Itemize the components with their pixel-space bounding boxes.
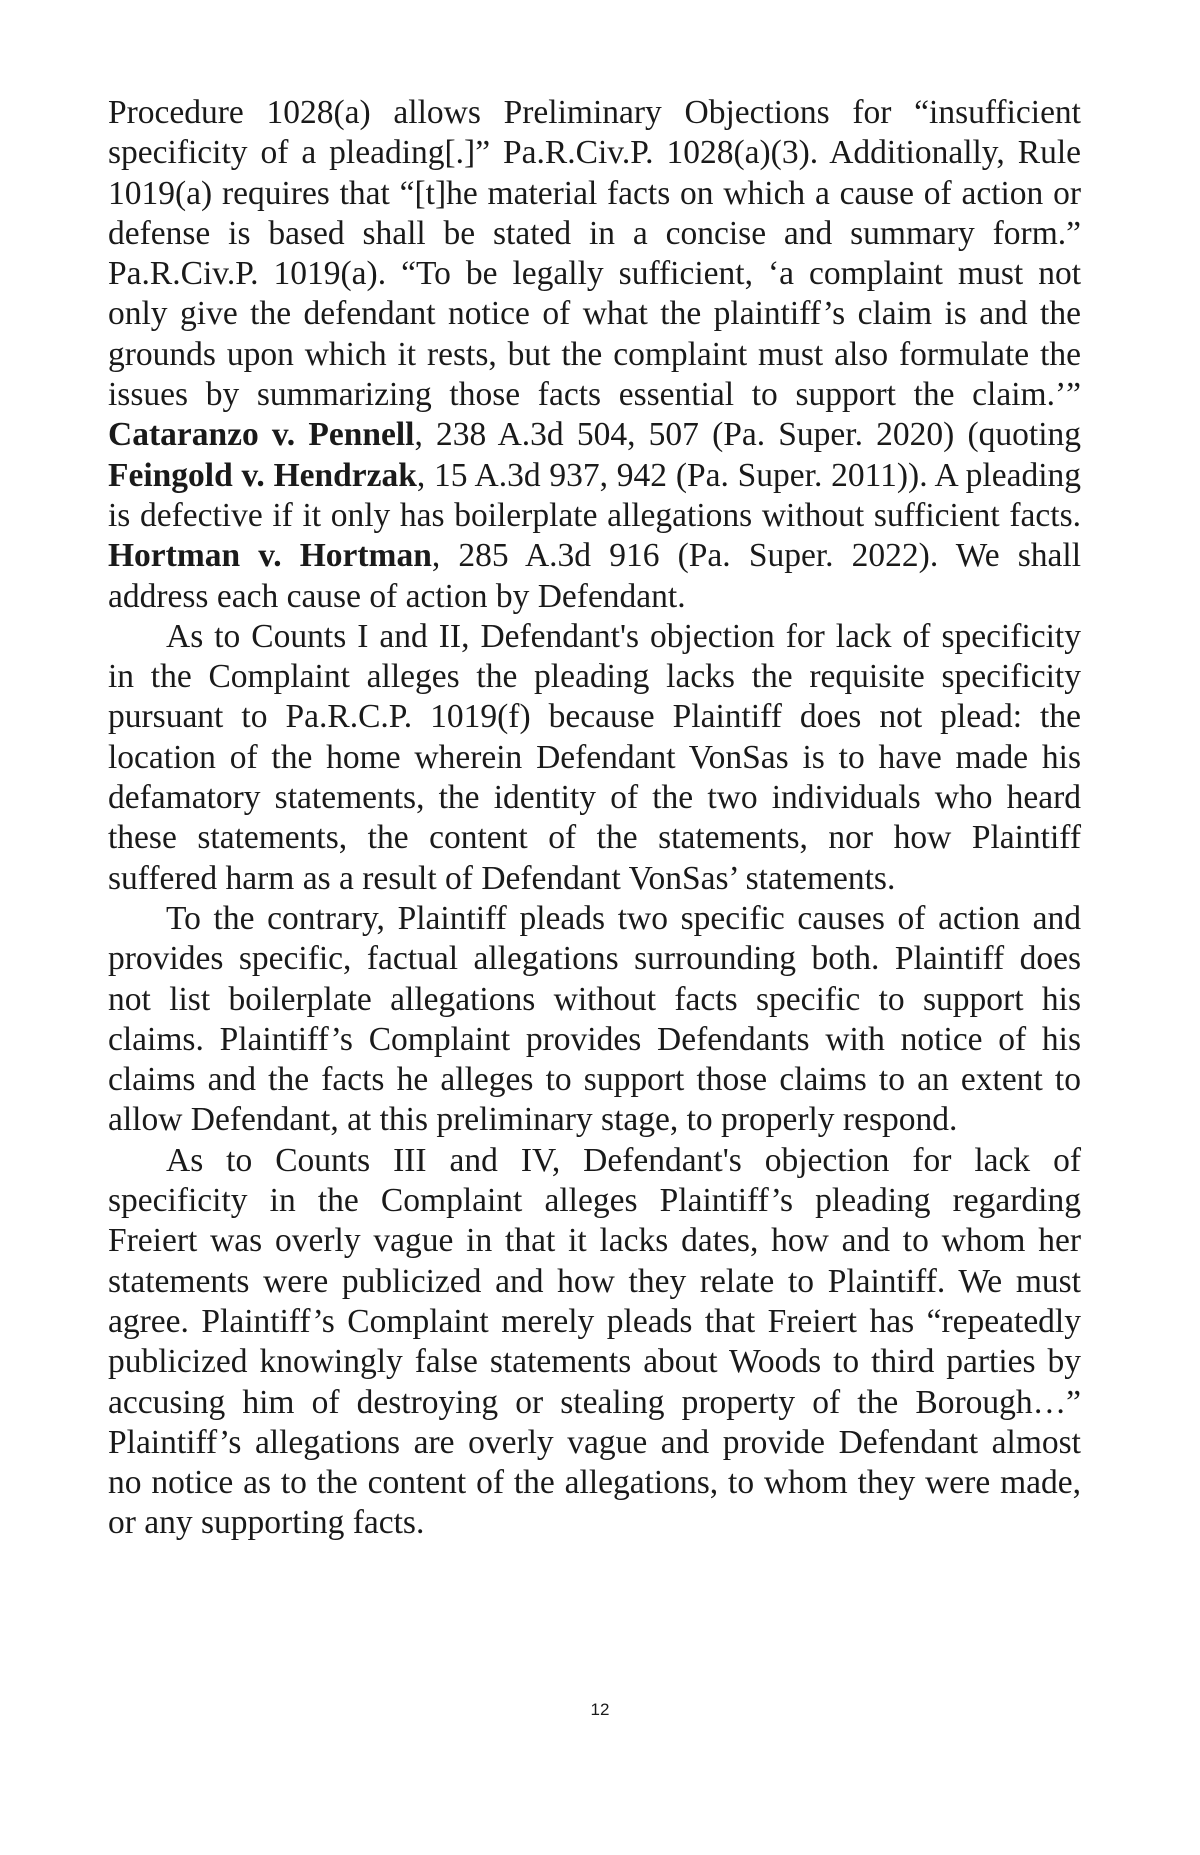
paragraph-counts-iii-iv xyxy=(108,1141,1081,1544)
paragraph-pleading-standard xyxy=(108,93,1081,617)
paragraph-counts-i-ii xyxy=(108,617,1081,899)
page-number: 12 xyxy=(590,1700,610,1719)
paragraph-text: , 285 A.3d 916 (Pa. Super. 2022). We shall address each cause of action by Defendant. xyxy=(108,537,1082,615)
paragraph-text: , 238 A.3d 504, 507 (Pa. Super. 2020) (quoting xyxy=(414,416,1081,454)
case-citation: Hortman v. Hortman xyxy=(108,537,432,575)
paragraph-text: Procedure 1028(a) allows Preliminary Objections for “insufficient specificity of a pleading[.]” Pa.R.Civ.P. 1028(a)(3). Additionally, Rule 1019(a) requires that “[t]he material facts on which a cause of action or defense is based shall be stated in a concise and summary form.” Pa.R.Civ.P. 1019(a). “To be legally sufficient, ‘a complaint must not only give the defendant notice of what the plaintiff’s claim is and the grounds upon which it rests, but the complaint must also formulate the issues by summarizing those facts essential to support the claim.’” xyxy=(108,94,1081,414)
document-page xyxy=(108,93,1081,1544)
case-citation: Feingold v. Hendrzak xyxy=(108,456,417,494)
paragraph-text: , 15 A.3d 937, 942 (Pa. Super. 2011)). A pleading is defective if it only has boilerplate allegations without sufficient facts. xyxy=(108,456,1081,534)
paragraph-contrary xyxy=(108,899,1081,1141)
paragraph-text: As to Counts III and IV, Defendant's objection for lack of specificity in the Complaint alleges Plaintiff’s pleading regarding Freiert was overly vague in that it lacks dates, how and to whom her statements were publicized and how they relate to Plaintiff. We must agree. Plaintiff’s Complaint merely pleads that Freiert has “repeatedly publicized knowingly false statements about Woods to third parties by accusing him of destroying or stealing property of the Borough…” Plaintiff’s allegations are overly vague and provide Defendant almost no notice as to the content of the allegations, to whom they were made, or any supporting facts. xyxy=(108,1141,1081,1542)
case-citation: Cataranzo v. Pennell xyxy=(108,416,415,454)
paragraph-text: As to Counts I and II, Defendant's objection for lack of specificity in the Complaint alleges the pleading lacks the requisite specificity pursuant to Pa.R.C.P. 1019(f) because Plaintiff does not plead: the location of the home wherein Defendant VonSas is to have made his defamatory statements, the identity of the two individuals who heard these statements, the content of the statements, nor how Plaintiff suffered harm as a result of Defendant VonSas’ statements. xyxy=(108,617,1081,897)
paragraph-text: To the contrary, Plaintiff pleads two specific causes of action and provides specific, factual allegations surrounding both. Plaintiff does not list boilerplate allegations without facts specific to support his claims. Plaintiff’s Complaint provides Defendants with notice of his claims and the facts he alleges to support those claims to an extent to allow Defendant, at this preliminary stage, to properly respond. xyxy=(108,899,1081,1139)
